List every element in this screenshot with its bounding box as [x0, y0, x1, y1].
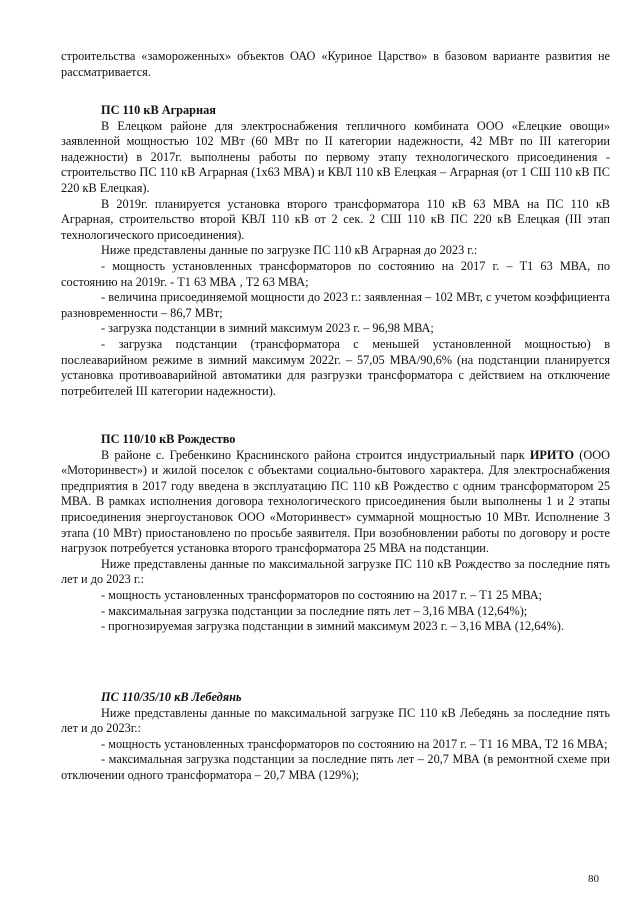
intro-paragraph: строительства «замороженных» объектов ОАО «Куриное Царство» в базовом варианте развития не рассматривается.: [61, 49, 610, 79]
paragraph: Ниже представлены данные по максимальной загрузке ПС 110 кВ Рождество за последние пять лет и до 2023 г.:: [61, 556, 610, 587]
paragraph: Ниже представлены данные по загрузке ПС 110 кВ Аграрная до 2023 г.:: [101, 243, 478, 258]
list-item: - прогнозируемая загрузка подстанции в зимний максимум 2023 г. – 3,16 МВА (12,64%).: [101, 619, 564, 634]
company-name: ИРИТО: [529, 447, 575, 462]
list-item: - максимальная загрузка подстанции за последние пять лет – 20,7 МВА (в ремонтной схеме при отключении одного трансформатора – 20,7 МВА (129%);: [61, 752, 610, 782]
section-lebedyan: [61, 690, 610, 784]
intro-block: [61, 49, 610, 80]
list-item: - величина присоединяемой мощности до 2023 г.: заявленная – 102 МВт, с учетом коэффициента разновременности – 86,7 МВт;: [61, 290, 610, 320]
list-item: - мощность установленных трансформаторов по состоянию на 2017 г. – Т1 63 МВА, по состоянию на 2019г. - Т1 63 МВА , Т2 63 МВА;: [61, 258, 610, 289]
page-number: 80: [588, 873, 599, 885]
list-item: - мощность установленных трансформаторов по состоянию на 2017 г. – Т1 16 МВА, Т2 16 МВА;: [101, 736, 608, 751]
section-title: ПС 110/10 кВ Рождество: [101, 432, 236, 446]
list-item: - мощность установленных трансформаторов по состоянию на 2017 г. – Т1 25 МВА;: [101, 587, 543, 602]
list-item: - максимальная загрузка подстанции за последние пять лет – 3,16 МВА (12,64%);: [101, 603, 528, 618]
paragraph: В Елецком районе для электроснабжения тепличного комбината ООО «Елецкие овощи» заявленной мощностью 102 МВт (60 МВт по II категории надежности, 42 МВт по III категории надежности) в 2017г. выполнены работы по первому этапу технологического присоединения - строительство ПС 110 кВ Аграрная (1х63 МВА) и КВЛ 110 кВ Елецкая – Аграрная (от 1 СШ 110 кВ ПС 220 кВ Елецкая).: [61, 118, 610, 195]
section-rozhdestvo: [61, 432, 610, 635]
section-agrarnaya: [61, 103, 610, 399]
paragraph: Ниже представлены данные по максимальной загрузке ПС 110 кВ Лебедянь за последние пять лет и до 2023г.:: [61, 705, 610, 736]
paragraph: В районе с. Гребенкино Краснинского района строится индустриальный парк ИРИТО (ООО «Моторинвест») и жилой поселок с объектами социально-бытового характера. Для электроснабжения предприятия в 2017 году введена в эксплуатацию ПС 110 кВ Рождество с одним трансформатором 25 МВА. В рамках исполнения договора технологического присоединения были выполнены 1 и 2 этапы присоединения энергоустановок ООО «Моторинвест» суммарной мощностью 10 МВт. Исполнение 3 этапа (10 МВт) приостановлено по просьбе заявителя. При возобновлении работы по договору и росте нагрузок потребуется установка второго трансформатора 25 МВА на подстанции.: [61, 447, 611, 556]
list-item: - загрузка подстанции в зимний максимум 2023 г. – 96,98 МВА;: [101, 321, 434, 336]
list-item: - загрузка подстанции (трансформатора с меньшей установленной мощностью) в послеаварийном режиме в зимний максимум 2022г. – 57,05 МВА/90,6% (на подстанции планируется установка противоаварийной автоматики для разгрузки трансформатора с действием на отключение потребителей III категории надежности).: [61, 336, 610, 398]
paragraph: В 2019г. планируется установка второго трансформатора 110 кВ 63 МВА на ПС 110 кВ Аграрная, строительство второй КВЛ 110 кВ от 2 сек. 2 СШ 110 кВ ПС 220 кВ Елецкая (III этап технологического присоединения).: [61, 196, 610, 242]
section-title: ПС 110 кВ Аграрная: [101, 103, 216, 117]
section-title: ПС 110/35/10 кВ Лебедянь: [101, 690, 242, 704]
